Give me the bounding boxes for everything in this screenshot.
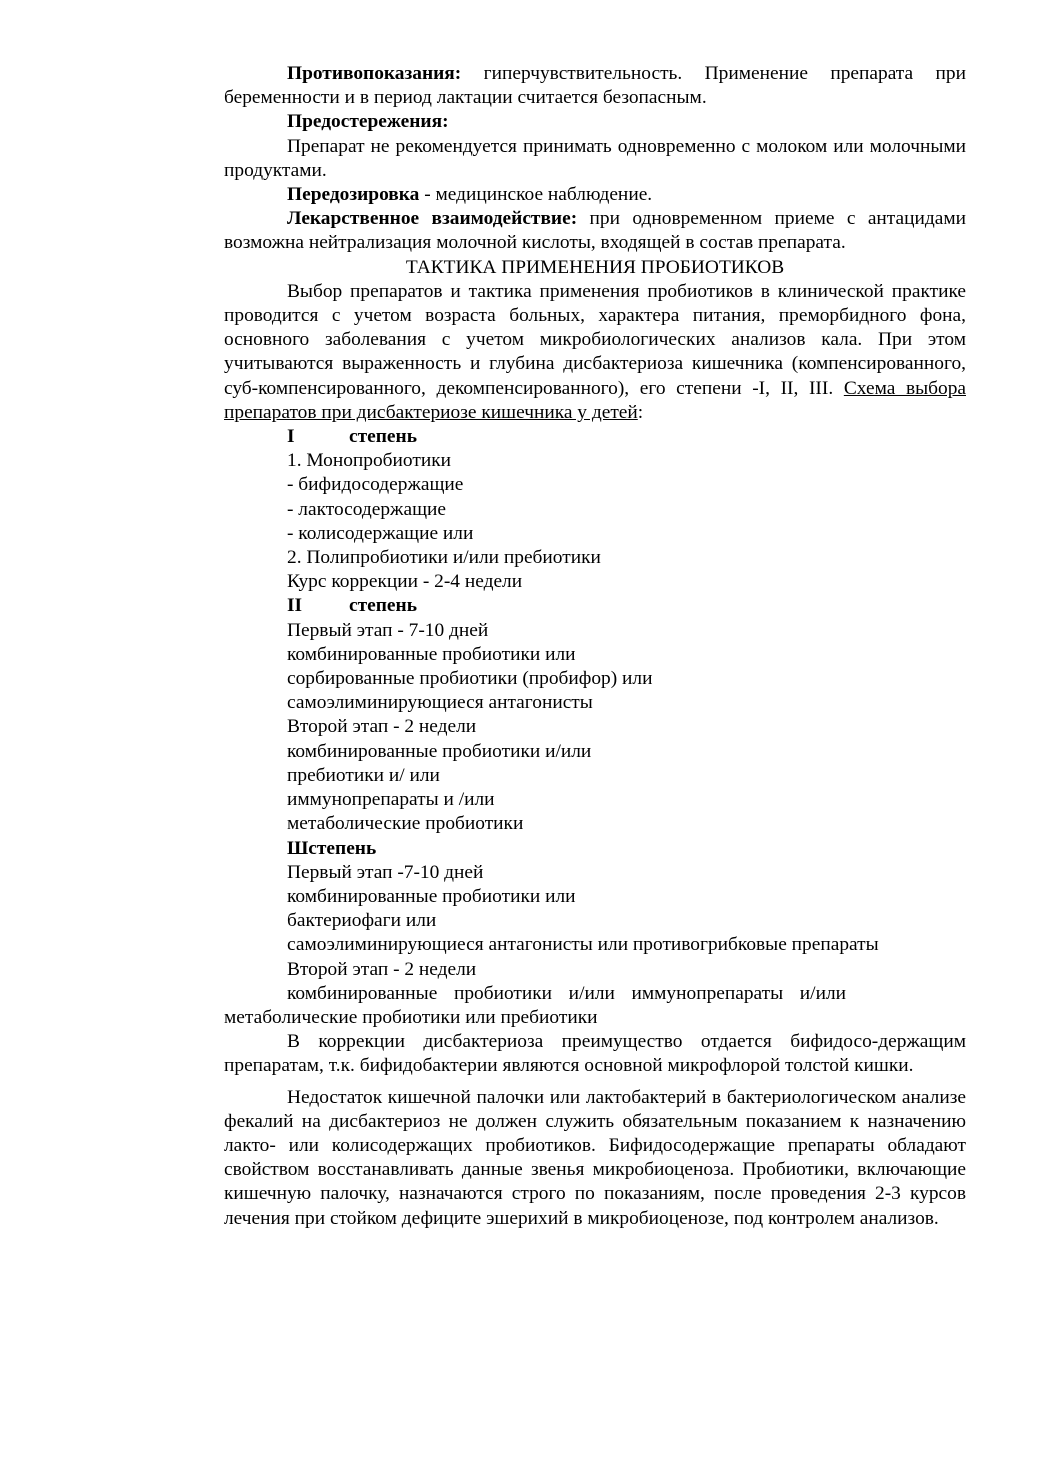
correction-paragraph: В коррекции дисбактериоза преимущество отдается бифидосо-держащим препаратам, т.к. бифидобактерии являются основной микрофлорой толстой кишки. bbox=[224, 1031, 966, 1077]
degree2-line: Первый этап - 7-10 дней bbox=[287, 619, 489, 641]
intro-paragraph bbox=[224, 280, 966, 425]
degree1-heading bbox=[287, 425, 966, 449]
overdose-label: Передозировка bbox=[287, 184, 420, 206]
interaction-paragraph bbox=[224, 207, 966, 255]
intro-text: Выбор препаратов и тактика применения пробиотиков в клинической практике проводится с учетом возраста больных, характера питания, преморбидного фона, основного заболевания с учетом микробиологических анализов кала. При этом учитываются выраженность и глубина дисбактериоза кишечника (компенсированного, суб-компенсированного, декомпенсированного), его степени -I, II, III. bbox=[224, 280, 966, 399]
degree2-line: комбинированные пробиотики или bbox=[287, 643, 576, 665]
interaction-label: Лекарственное взаимодействие: bbox=[287, 208, 578, 230]
intro-tail: : bbox=[637, 401, 644, 423]
degree1-line: - бифидосодержащие bbox=[287, 474, 464, 496]
section-title: ТАКТИКА ПРИМЕНЕНИЯ ПРОБИОТИКОВ bbox=[405, 256, 785, 278]
degree2-line: сорбированные пробиотики (пробифор) или bbox=[287, 668, 653, 690]
document-page bbox=[224, 62, 966, 1231]
degree3-final: комбинированные пробиотики и/или иммунопрепараты и/или метаболические пробиотики или пребиотики bbox=[224, 982, 846, 1028]
overdose-paragraph bbox=[224, 183, 966, 207]
degree2-line: иммунопрепараты и /или bbox=[287, 789, 495, 811]
degree3-line: самоэлиминирующиеся антагонисты или противогрибковые препараты bbox=[287, 934, 879, 956]
contraindications-paragraph bbox=[224, 62, 966, 110]
degree1-line: - лактосодержащие bbox=[287, 498, 446, 520]
scheme-link: Схема выбора препаратов при дисбактериозе кишечника у детей bbox=[224, 377, 966, 423]
degree2-heading bbox=[287, 594, 966, 618]
degree2-line: метаболические пробиотики bbox=[287, 813, 524, 835]
degree3-heading: Шстепень bbox=[287, 837, 377, 859]
degree1-num: I bbox=[287, 426, 295, 448]
degree1-word: степень bbox=[349, 426, 417, 448]
degree3-line: Первый этап -7-10 дней bbox=[287, 861, 484, 883]
degree3-line: бактериофаги или bbox=[287, 910, 437, 932]
precautions-label: Предостережения: bbox=[287, 111, 449, 133]
degree2-line: самоэлиминирующиеся антагонисты bbox=[287, 692, 593, 714]
contraindications-text: гиперчувствительность. Применение препарата при беременности и в период лактации считается безопасным. bbox=[224, 63, 966, 109]
degree1-line: 1. Монопробиотики bbox=[287, 450, 452, 472]
interaction-text: при одновременном приеме с антацидами возможна нейтрализация молочной кислоты, входящей в состав препарата. bbox=[224, 208, 966, 254]
degree2-line: пребиотики и/ или bbox=[287, 764, 440, 786]
precautions-text: Препарат не рекомендуется принимать одновременно с молоком или молочными продуктами. bbox=[224, 135, 966, 181]
degree3-line: комбинированные пробиотики или bbox=[287, 885, 576, 907]
degree2-word: степень bbox=[349, 595, 417, 617]
degree1-line: - колисодержащие или bbox=[287, 522, 474, 544]
degree2-line: Второй этап - 2 недели bbox=[287, 716, 477, 738]
degree1-line: Курс коррекции - 2-4 недели bbox=[287, 571, 523, 593]
overdose-text: - медицинское наблюдение. bbox=[419, 184, 653, 206]
degree2-num: II bbox=[287, 595, 303, 617]
degree2-line: комбинированные пробиотики и/или bbox=[287, 740, 592, 762]
deficiency-paragraph: Недостаток кишечной палочки или лактобактерий в бактериологическом анализе фекалий на дисбактериоз не должен служить обязательным показанием к назначению лакто- или колисодержащих пробиотиков. Бифидосодержащие препараты обладают свойством восстанавливать данные звенья микробиоценоза. Пробиотики, включающие кишечную палочку, назначаются строго по показаниям, после проведения 2-3 курсов лечения при стойком дефиците эшерихий в микробиоценозе, под контролем анализов. bbox=[224, 1086, 966, 1229]
degree1-line: 2. Полипробиотики и/или пребиотики bbox=[287, 547, 601, 569]
degree3-line: Второй этап - 2 недели bbox=[287, 958, 477, 980]
precautions-heading bbox=[224, 110, 966, 134]
contraindications-label: Противопоказания: bbox=[287, 63, 462, 84]
